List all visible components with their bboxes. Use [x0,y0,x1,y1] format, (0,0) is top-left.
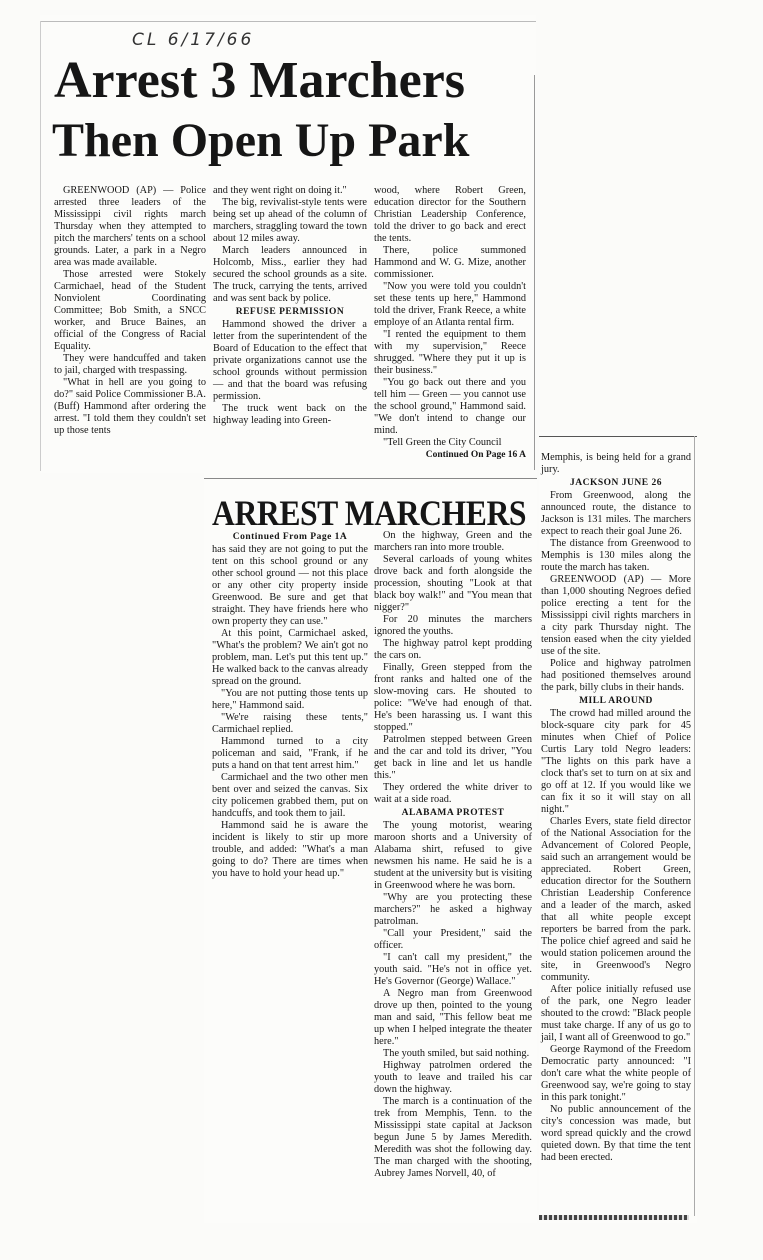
paragraph: The big, revivalist-style tents were being set up ahead of the column of marchers, straggling toward the town about 12 miles away. [213,197,367,244]
paragraph: Charles Evers, state field director of the National Association for the Advancement of Colored People, said such an arrangement would be appreciated. Robert Green, education director for the Southern Christian Leadership Conference and a leader of the march, asked that all white people except reporters be barred from the park. The police chief agreed and said he would station policemen around the site, in Greenwood's Negro community. [541,816,691,983]
article-2 [204,470,537,1223]
paragraph: Police and highway patrolmen had positioned themselves around the park, billy clubs in their hands. [541,658,691,693]
continued-note: Continued On Page 16 A [425,450,526,460]
paragraph: After police initially refused use of the park, one Negro leader shouted to the crowd: "Black people must take charge. If any of us go to jail, I want all of Greenwood to go." [541,984,691,1043]
paragraph: Hammond showed the driver a letter from the superintendent of the Board of Education to the effect that private organizations cannot use the school grounds without permission — and that the board was refusing permission. [213,319,367,402]
paragraph: They ordered the white driver to wait at a side road. [374,782,532,805]
paragraph: On the highway, Green and the marchers ran into more trouble. [374,530,532,553]
clip-edge-top [539,436,697,437]
article-1-column-2 [213,185,367,427]
article-2-column-3 [541,452,691,1164]
paragraph: GREENWOOD (AP) — More than 1,000 shouting Negroes defied police erecting a tent for the Mississippi civil rights marchers in a city park Thursday night. The tension eased when the city yielded use of the site. [541,574,691,657]
paragraph: Carmichael and the two other men bent over and seized the canvas. Six city policemen grabbed them, put on handcuffs, and took them to jail. [212,772,368,819]
paragraph: "What in hell are you going to do?" said Police Commissioner B.A. (Buff) Hammond after ordering the arrest. "I told them they couldn't set up those tents [54,377,206,436]
paragraph: George Raymond of the Freedom Democratic party announced: "I don't care what the white people of Greenwood say, we're going to stay in this park tonight." [541,1044,691,1103]
article-2-headline: ARREST MARCHERS [212,493,527,533]
paragraph: "I can't call my president," the youth said. "He's not in office yet. He's Governor (George) Wallace." [374,952,532,987]
article-2-column-1 [212,530,368,880]
paragraph: A Negro man from Greenwood drove up then, pointed to the young man and said, "This fellow beat me up when I helped integrate the theater here." [374,988,532,1047]
handwritten-date-note: CL 6/17/66 [132,30,255,50]
clip-edge-top [40,21,536,22]
paragraph: Patrolmen stepped between Green and the car and told its driver, "You get back in line and let us handle this." [374,734,532,781]
paragraph: There, police summoned Hammond and W. G. Mize, another commissioner. [374,245,526,280]
paragraph: wood, where Robert Green, education director for the Southern Christian Leadership Conference, told the driver to go back and erect the tents. [374,185,526,244]
paragraph: "Call your President," said the officer. [374,928,532,951]
subheading: ALABAMA PROTEST [401,808,505,818]
paragraph: From Greenwood, along the announced route, the distance to Jackson is 131 miles. The marchers expect to reach their goal June 26. [541,490,691,537]
paragraph: and they went right on doing it." [213,185,347,196]
paragraph: The truck went back on the highway leading into Green- [213,403,367,426]
article-2-continuation [539,432,697,1223]
clip-edge-right [694,436,695,1216]
paragraph: "Now you were told you couldn't set these tents up here," Hammond told the driver, Frank Reece, a white employe of an Atlanta rental firm. [374,281,526,328]
clip-edge-left [40,21,41,471]
subheading: REFUSE PERMISSION [235,307,345,317]
paragraph: Hammond said he is aware the incident is likely to stir up more trouble, and added: "What's a man going to do? There are times when you have to hold your head up." [212,820,368,879]
paragraph: The highway patrol kept prodding the cars on. [374,638,532,661]
paragraph: "We're raising these tents," Carmichael replied. [212,712,368,735]
paragraph: Highway patrolmen ordered the youth to leave and trailed his car down the highway. [374,1060,532,1095]
article-1-column-1 [54,185,206,437]
paragraph: "You go back out there and you tell him — Green — you cannot use the school ground," Hammond said. "We don't intend to change our mind. [374,377,526,436]
article-1 [40,15,536,473]
paragraph: At this point, Carmichael asked, "What's the problem? We ain't got no problem, man. Let's put this tent up." He walked back to the canvas already spread on the ground. [212,628,368,687]
subheading: JACKSON JUNE 26 [570,478,662,488]
paragraph: "Why are you protecting these marchers?" he asked a highway patrolman. [374,892,532,927]
article-1-column-3 [374,185,526,461]
paragraph: The youth smiled, but said nothing. [383,1048,530,1059]
paragraph: The distance from Greenwood to Memphis is 130 miles along the route the march has taken. [541,538,691,573]
subheading: MILL AROUND [579,696,653,706]
headline-line-2: Then Open Up Park [52,114,470,167]
paragraph: has said they are not going to put the tent on this school ground or any other school ground — not this place or any other city property inside Greenwood. Be sure and get that straight. They have friends here who own property they can use." [212,544,368,627]
paragraph: "I rented the equipment to them with my supervision," Reece shrugged. "Where they put it up is their business." [374,329,526,376]
headline-line-1: Arrest 3 Marchers [54,52,466,109]
paragraph: No public announcement of the city's concession was made, but word spread quickly and the crowd quieted down. By that time the tent had been erected. [541,1104,691,1163]
paragraph: March leaders announced in Holcomb, Miss., earlier they had secured the school grounds as a site. The truck, carrying the tents, arrived and was sent back by police. [213,245,367,304]
paragraph: Those arrested were Stokely Carmichael, head of the Student Nonviolent Coordinating Committee; Bob Smith, a SNCC worker, and Bruce Baines, an official of the Congress of Racial Equality. [54,269,206,352]
paragraph: GREENWOOD (AP) — Police arrested three leaders of the Mississippi civil rights march Thursday when they attempted to pitch the marchers' tents on a school grounds. Later, a park in a Negro area was made available. [54,185,206,268]
paragraph: The march is a continuation of the trek from Memphis, Tenn. to the Mississippi state capital at Jackson begun June 5 by James Meredith. Meredith was shot the following day. The man charged with the shooting, Aubrey James Norvell, 40, of [374,1096,532,1179]
paragraph: Several carloads of young whites drove back and forth alongside the procession, shouting "Look at that black boy walk!" and "You mean that nigger?" [374,554,532,613]
paragraph: "You are not putting those tents up here," Hammond said. [212,688,368,711]
clip-edge-top [204,478,537,479]
paragraph: The crowd had milled around the block-square city park for 45 minutes when Chief of Police Curtis Lary told Negro leaders: "The lights on this park have a clock that's set to turn on at six and go off at 12. If you would like we can fix it so it will stay on all night." [541,708,691,815]
bottom-torn-edge [539,1215,689,1220]
continued-from-note: Continued From Page 1A [232,532,348,542]
paragraph: The young motorist, wearing maroon shorts and a University of Alabama shirt, refused to give newsmen his name. He said he is a student at the university but is visiting in Greenwood where he was born. [374,820,532,891]
paragraph: Hammond turned to a city policeman and said, "Frank, if he puts a hand on that tent arrest him." [212,736,368,771]
paragraph: For 20 minutes the marchers ignored the youths. [374,614,532,637]
clip-edge-right [534,75,535,471]
article-2-column-2 [374,530,532,1180]
paragraph: Finally, Green stepped from the front ranks and halted one of the slow-moving cars. He shouted to police: "We've had enough of that. He's been harassing us. I want this stopped." [374,662,532,733]
paragraph: "Tell Green the City Council [383,437,502,448]
paragraph: Memphis, is being held for a grand jury. [541,452,691,475]
paragraph: They were handcuffed and taken to jail, charged with trespassing. [54,353,206,376]
